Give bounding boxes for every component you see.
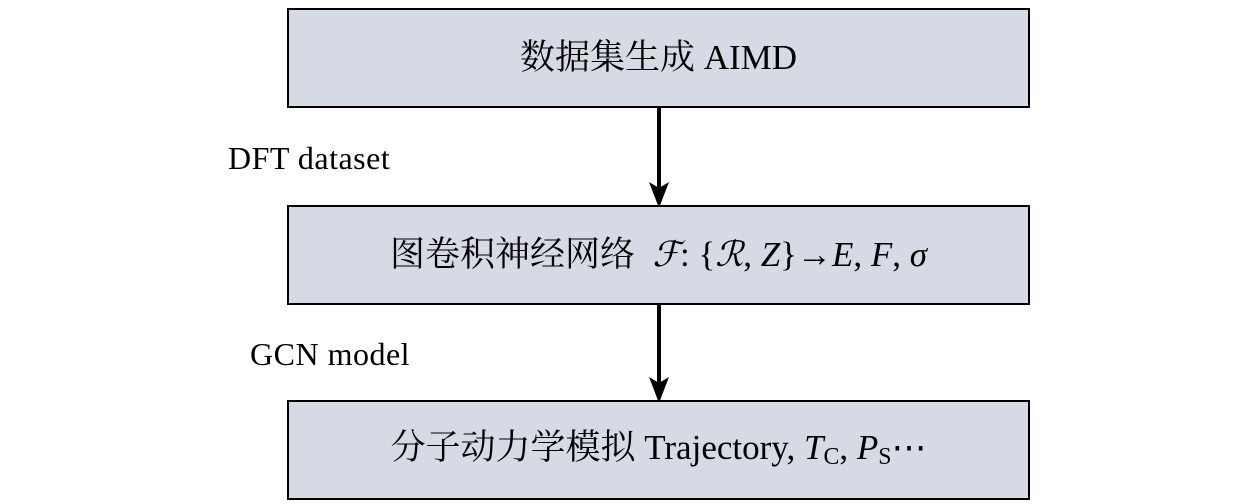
md-simulation-box bbox=[287, 400, 1030, 500]
edge-label-dft-dataset: DFT dataset bbox=[228, 140, 391, 176]
dataset-generation-box bbox=[287, 8, 1030, 108]
arrow-gcn-to-md bbox=[639, 303, 679, 403]
gcn-model-box bbox=[287, 205, 1030, 305]
md-simulation-label: 分子动力学模拟 Trajectory, $T_C$, $P_S\cdots$ bbox=[390, 428, 927, 471]
arrow-dataset-to-gcn bbox=[639, 106, 679, 208]
dataset-generation-label: 数据集生成 AIMD bbox=[519, 37, 798, 77]
edge-label-gcn-model: GCN model bbox=[250, 336, 411, 372]
gcn-model-label: 图卷积神经网络 ℱ: {ℛ, Z}→E, F, σ bbox=[389, 234, 928, 274]
